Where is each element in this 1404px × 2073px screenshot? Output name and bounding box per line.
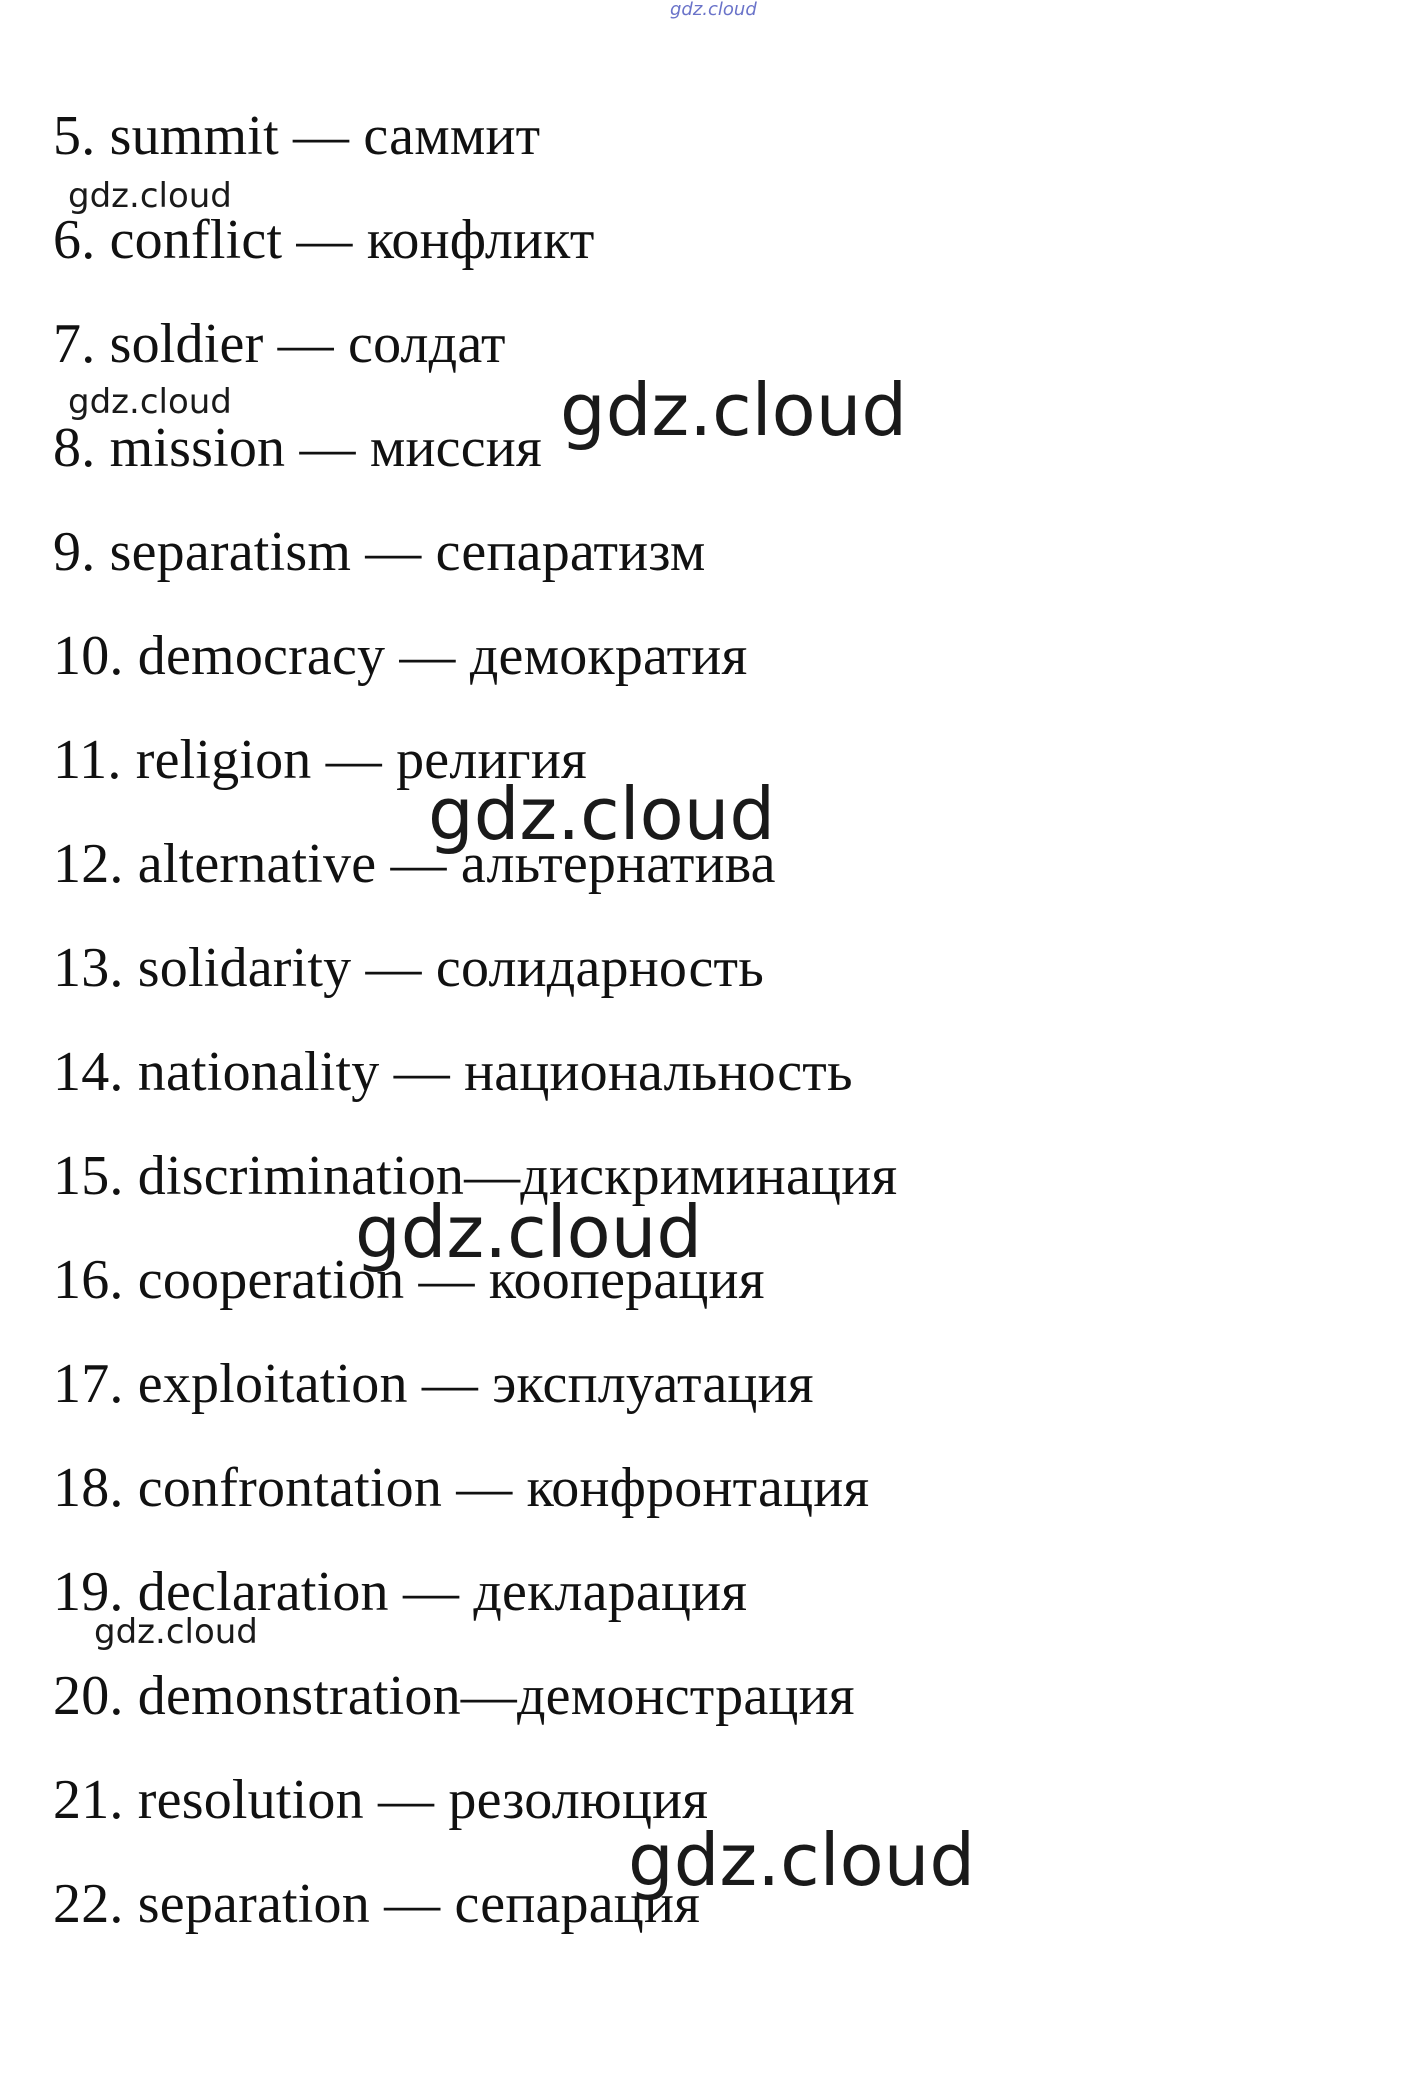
- list-item: 7. soldier — солдат: [53, 313, 506, 375]
- list-item: 10. democracy — демократия: [53, 625, 748, 687]
- list-item: 5. summit — саммит: [53, 105, 541, 167]
- list-item: 6. conflict — конфликт: [53, 209, 595, 271]
- watermark-big: gdz.cloud: [428, 772, 776, 856]
- watermark-big: gdz.cloud: [628, 1818, 976, 1902]
- watermark-top: gdz.cloud: [670, 0, 757, 20]
- list-item: 17. exploitation — эксплуатация: [53, 1353, 814, 1415]
- list-item: 19. declaration — декларация: [53, 1561, 748, 1623]
- watermark-small: gdz.cloud: [68, 176, 232, 216]
- watermark-big: gdz.cloud: [560, 368, 908, 452]
- list-item: 18. confrontation — конфронтация: [53, 1457, 870, 1519]
- list-item: 8. mission — миссия: [53, 417, 542, 479]
- watermark-big: gdz.cloud: [355, 1190, 703, 1274]
- list-item: 13. solidarity — солидарность: [53, 937, 764, 999]
- watermark-small: gdz.cloud: [68, 382, 232, 422]
- list-item: 16. cooperation — кооперация: [53, 1249, 765, 1311]
- list-item: 21. resolution — резолюция: [53, 1769, 709, 1831]
- list-item: 20. demonstration—демонстрация: [53, 1665, 855, 1727]
- list-item: 14. nationality — национальность: [53, 1041, 853, 1103]
- list-item: 9. separatism — сепаратизм: [53, 521, 706, 583]
- list-item: 12. alternative — альтернатива: [53, 833, 776, 895]
- list-item: 15. discrimination—дискриминация: [53, 1145, 898, 1207]
- list-item: 11. religion — религия: [53, 729, 587, 791]
- list-item: 22. separation — сепарация: [53, 1873, 701, 1935]
- watermark-small: gdz.cloud: [94, 1612, 258, 1652]
